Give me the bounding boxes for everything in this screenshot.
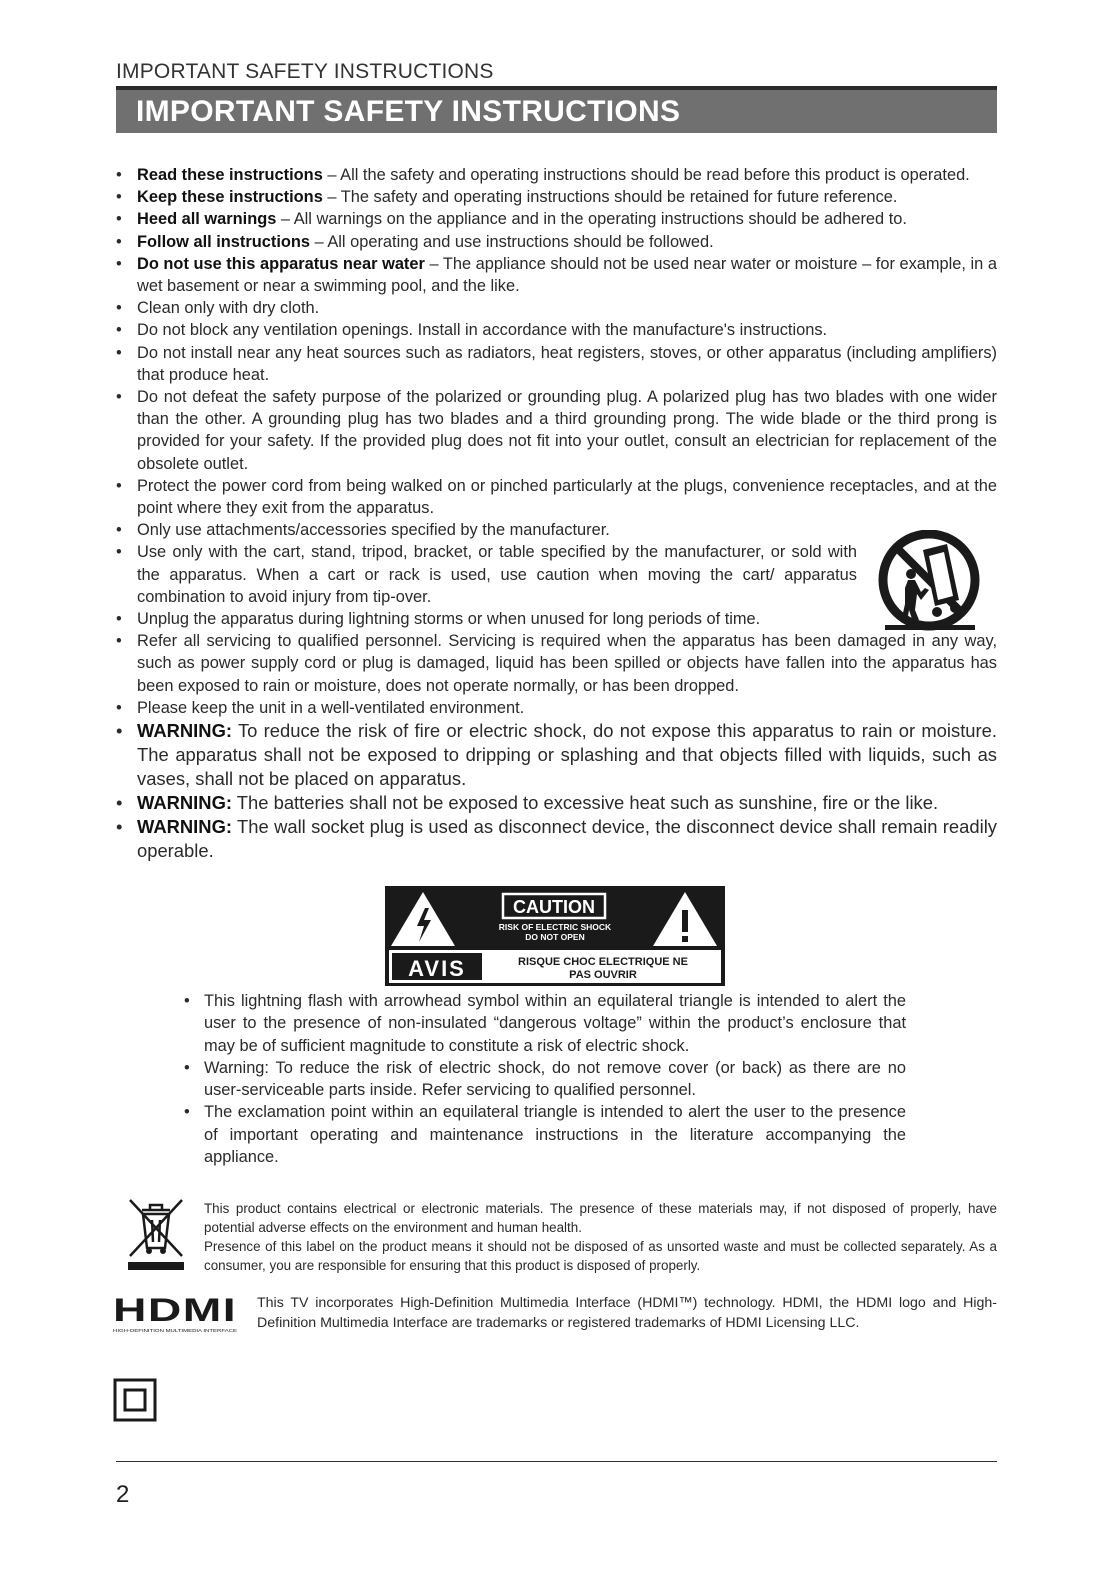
item-text: Unplug the apparatus during lightning storms or when unused for long periods of time. [137, 610, 761, 629]
item-text: – The appliance should not be used near water or moisture – for example, in a wet basement or near a swimming pool, and the like. [137, 254, 997, 296]
list-item [116, 164, 997, 186]
running-header: IMPORTANT SAFETY INSTRUCTIONS [116, 60, 494, 83]
item-text: – The safety and operating instructions should be retained for future reference. [322, 188, 898, 207]
item-bold-label: Heed all warnings [137, 210, 277, 229]
risk-line-1: RISK OF ELECTRIC SHOCK [498, 922, 612, 932]
warning-label: WARNING: [137, 816, 233, 838]
item-text: – All operating and use instructions should be followed. [310, 232, 714, 251]
list-item [116, 697, 997, 719]
symbol-notes-list [184, 990, 906, 1168]
avis-text: AVIS [408, 956, 466, 981]
footer-rule [116, 1461, 997, 1462]
item-text: Do not block any ventilation openings. Install in accordance with the manufacture's instructions. [137, 321, 828, 340]
item-text: Do not install near any heat sources such as radiators, heat registers, stoves, or other apparatus (including amplifiers) that produce heat. [137, 343, 997, 384]
list-item [116, 297, 997, 319]
list-item [116, 386, 997, 475]
item-text: Do not defeat the safety purpose of the polarized or grounding plug. A polarized plug has two blades with one wider than the other. A grounding plug has two blades and a third grounding prong. The wide blade or the third prong is provided for your safety. If the provided plug does not fit into your outlet, consult an electrician for replacement of the obsolete outlet. [137, 388, 997, 473]
weee-paragraph: Presence of this label on the product means it should not be disposed of as unsorted waste and must be collected separately. As a consumer, you are responsible for ensuring that this product is disposed of properly. [204, 1239, 997, 1273]
list-item [116, 608, 997, 630]
item-bold-label: Follow all instructions [137, 232, 311, 251]
list-item [116, 186, 997, 208]
list-item [116, 319, 997, 341]
item-text: Use only with the cart, stand, tripod, bracket, or table specified by the manufacturer, or sold with the apparatus. When a cart or rack is used, use caution when moving the cart/ apparatus combination to avoid injury from tip-over. [137, 543, 857, 606]
section-title: IMPORTANT SAFETY INSTRUCTIONS [136, 95, 681, 128]
item-text: Refer all servicing to qualified personnel. Servicing is required when the apparatus has been damaged in any way, such as power supply cord or plug is damaged, liquid has been spilled or objects have fallen into the apparatus has been exposed to rain or moisture, does not operate normally, or has been dropped. [137, 632, 997, 695]
warning-label: WARNING: [137, 792, 233, 814]
page-number: 2 [116, 1481, 130, 1508]
list-item [116, 342, 997, 386]
weee-paragraph: This product contains electrical or electronic materials. The presence of these materials may, if not disposed of properly, have potential adverse effects on the environment and human health. [204, 1201, 997, 1235]
caution-text: CAUTION [513, 897, 595, 917]
hdmi-logo-text: HDMI [113, 1293, 237, 1328]
item-text: Please keep the unit in a well-ventilated environment. [137, 698, 525, 717]
list-item: • Warning: To reduce the risk of electric shock, do not remove cover (or back) as there are no user-serviceable parts inside. Refer servicing to qualified personnel. [184, 1057, 906, 1102]
item-text: – All warnings on the appliance and in the operating instructions should be adhered to. [276, 210, 907, 229]
list-item [116, 541, 997, 608]
warning-text: To reduce the risk of fire or electric shock, do not expose this apparatus to rain or moisture. The apparatus shall not be exposed to dripping or splashing and that objects filled with liquids, such as vases, shall not be placed on apparatus. [137, 720, 997, 790]
item-text: Only use attachments/accessories specified by the manufacturer. [137, 521, 610, 540]
list-item [116, 231, 997, 253]
cart-tip-over-icon [875, 530, 983, 634]
caution-label [385, 886, 725, 986]
list-item: • The exclamation point within an equilateral triangle is intended to alert the user to the presence of important operating and maintenance instructions in the literature accompanying the appliance. [184, 1101, 906, 1168]
hdmi-logo-tagline: HIGH-DEFINITION MULTIMEDIA INTERFACE [113, 1328, 237, 1333]
warning-item [116, 791, 997, 815]
warning-text: The wall socket plug is used as disconnect device, the disconnect device shall remain readily operable. [137, 816, 997, 862]
list-item [116, 208, 997, 230]
item-text: – All the safety and operating instructions should be read before this product is operated. [322, 166, 970, 184]
item-bold-label: Read these instructions [137, 166, 323, 184]
list-item [116, 519, 997, 541]
list-item: • This lightning flash with arrowhead symbol within an equilateral triangle is intended to alert the user to the presence of non-insulated “dangerous voltage” within the product’s enclosure that may be of sufficient magnitude to constitute a risk of electric shock. [184, 990, 906, 1057]
list-item [116, 475, 997, 519]
risk-line-2: DO NOT OPEN [525, 932, 585, 942]
weee-notice [204, 1199, 997, 1275]
section-title-bar [116, 90, 997, 133]
warning-text: The batteries shall not be exposed to excessive heat such as sunshine, fire or the like. [232, 792, 939, 814]
item-bold-label: Do not use this apparatus near water [137, 254, 425, 273]
risque-line-1: RISQUE CHOC ELECTRIQUE NE [518, 956, 688, 968]
item-text: Protect the power cord from being walked on or pinched particularly at the plugs, convenience receptacles, and at the point where they exit from the apparatus. [137, 476, 997, 518]
safety-instructions-list [116, 164, 997, 863]
list-item [116, 630, 997, 697]
item-text: Clean only with dry cloth. [137, 299, 320, 318]
warning-item [116, 815, 997, 863]
risque-line-2: PAS OUVRIR [569, 969, 637, 981]
item-bold-label: Keep these instructions [137, 188, 323, 207]
warning-item [116, 719, 997, 791]
list-item [116, 253, 997, 297]
hdmi-notice: This TV incorporates High-Definition Multimedia Interface (HDMI™) technology. HDMI, the HDMI logo and High-Definition Multimedia Interface are trademarks or registered trademarks of HDMI Licensing LLC. [257, 1295, 997, 1331]
double-insulation-icon [113, 1378, 157, 1422]
hdmi-logo [113, 1293, 248, 1337]
warning-label: WARNING: [137, 720, 233, 742]
weee-bin-icon [126, 1196, 186, 1272]
